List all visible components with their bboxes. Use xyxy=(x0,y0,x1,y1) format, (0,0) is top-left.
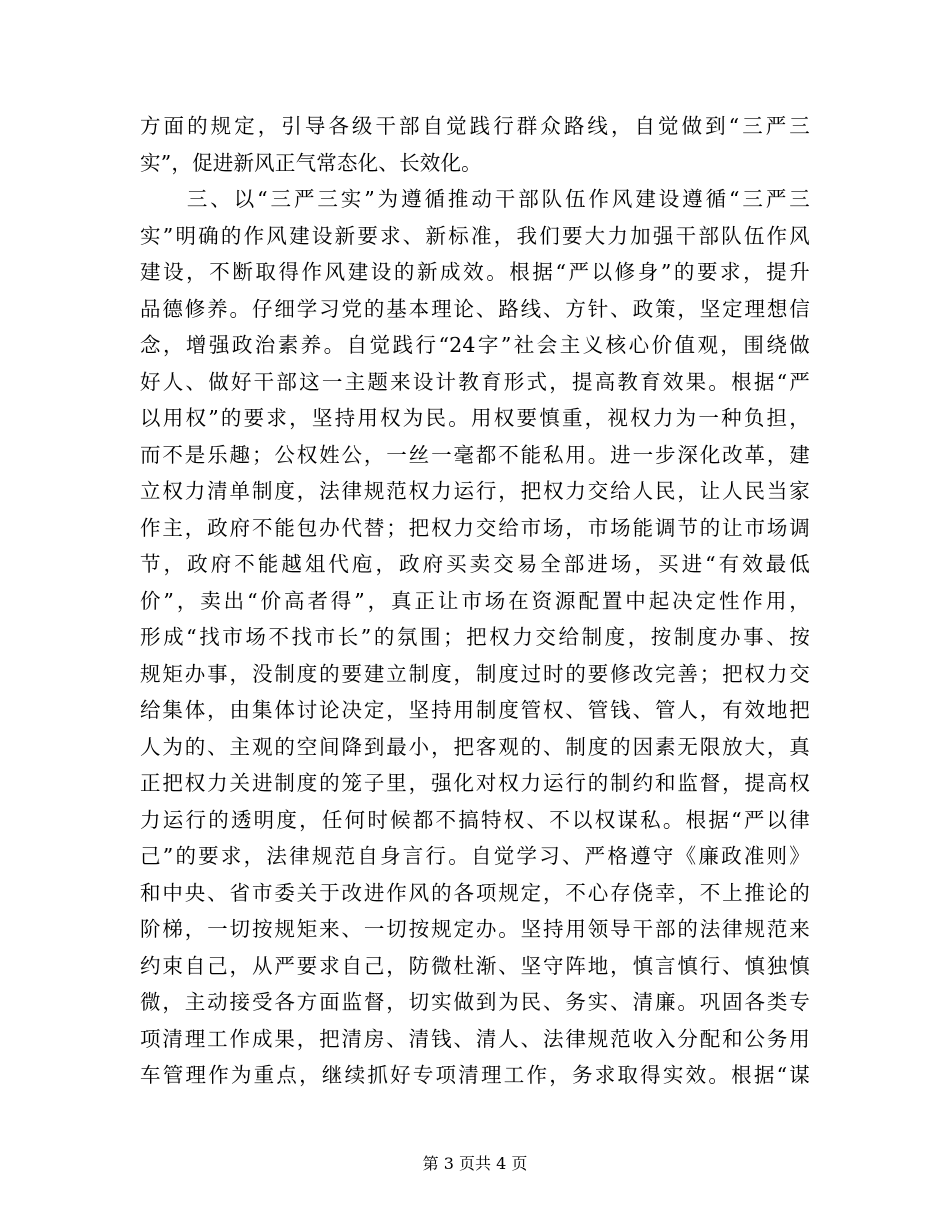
text-line: 好人、做好干部这一主题来设计教育形式，提高教育效果。根据“严 xyxy=(140,369,810,394)
text-line: 规矩办事，没制度的要建立制度，制度过时的要修改完善；把权力交 xyxy=(140,661,810,686)
text-line: 而不是乐趣；公权姓公，一丝一毫都不能私用。进一步深化改革，建 xyxy=(140,442,810,467)
text-line: 方面的规定，引导各级干部自觉践行群众路线，自觉做到“三严三 xyxy=(140,114,810,138)
text-line: 己”的要求，法律规范自身言行。自觉学习、严格遵守《廉政准则》 xyxy=(140,844,810,868)
text-line: 约束自己，从严要求自己，防微杜渐、坚守阵地，慎言慎行、慎独慎 xyxy=(140,953,810,978)
text-line: 人为的、主观的空间降到最小，把客观的、制度的因素无限放大，真 xyxy=(140,734,810,759)
text-line: 阶梯，一切按规矩来、一切按规定办。坚持用领导干部的法律规范来 xyxy=(140,917,810,941)
text-line: 力运行的透明度，任何时候都不搞特权、不以权谋私。根据“严以律 xyxy=(140,807,810,832)
text-line: 品德修养。仔细学习党的基本理论、路线、方针、政策，坚定理想信 xyxy=(140,296,810,321)
text-line: 正把权力关进制度的笼子里，强化对权力运行的制约和监督，提高权 xyxy=(140,771,810,795)
text-line: 给集体，由集体讨论决定，坚持用制度管权、管钱、管人，有效地把 xyxy=(140,698,810,722)
text-line: 实”明确的作风建设新要求、新标准，我们要大力加强干部队伍作风 xyxy=(140,223,810,248)
text-line: 立权力清单制度，法律规范权力运行，把权力交给人民，让人民当家 xyxy=(140,479,810,503)
text-line: 实”，促进新风正气常态化、长效化。 xyxy=(140,150,482,175)
text-line: 和中央、省市委关于改进作风的各项规定，不心存侥幸，不上推论的 xyxy=(140,880,810,905)
text-line: 车管理作为重点，继续抓好专项清理工作，务求取得实效。根据“谋 xyxy=(140,1063,810,1087)
page-number-footer: 第 3 页共 4 页 xyxy=(422,1154,528,1173)
body-text xyxy=(140,108,810,1094)
text-line: 以用权”的要求，坚持用权为民。用权要慎重，视权力为一种负担， xyxy=(140,406,810,430)
text-line: 念，增强政治素养。自觉践行“24字”社会主义核心价值观，围绕做 xyxy=(140,333,810,357)
text-line: 节，政府不能越俎代庖，政府买卖交易全部进场，买进“有效最低 xyxy=(140,552,810,576)
text-line: 形成“找市场不找市长”的氛围；把权力交给制度，按制度办事、按 xyxy=(140,625,810,649)
text-line: 作主，政府不能包办代替；把权力交给市场，市场能调节的让市场调 xyxy=(140,515,810,540)
text-line: 建设，不断取得作风建设的新成效。根据“严以修身”的要求，提升 xyxy=(140,260,810,284)
text-line: 项清理工作成果，把清房、清钱、清人、法律规范收入分配和公务用 xyxy=(140,1026,810,1051)
text-line: 三、以“三严三实”为遵循推动干部队伍作风建设遵循“三严三 xyxy=(140,187,810,211)
text-line: 价”，卖出“价高者得”，真正让市场在资源配置中起决定性作用， xyxy=(140,588,810,613)
text-line: 微，主动接受各方面监督，切实做到为民、务实、清廉。巩固各类专 xyxy=(140,990,810,1014)
